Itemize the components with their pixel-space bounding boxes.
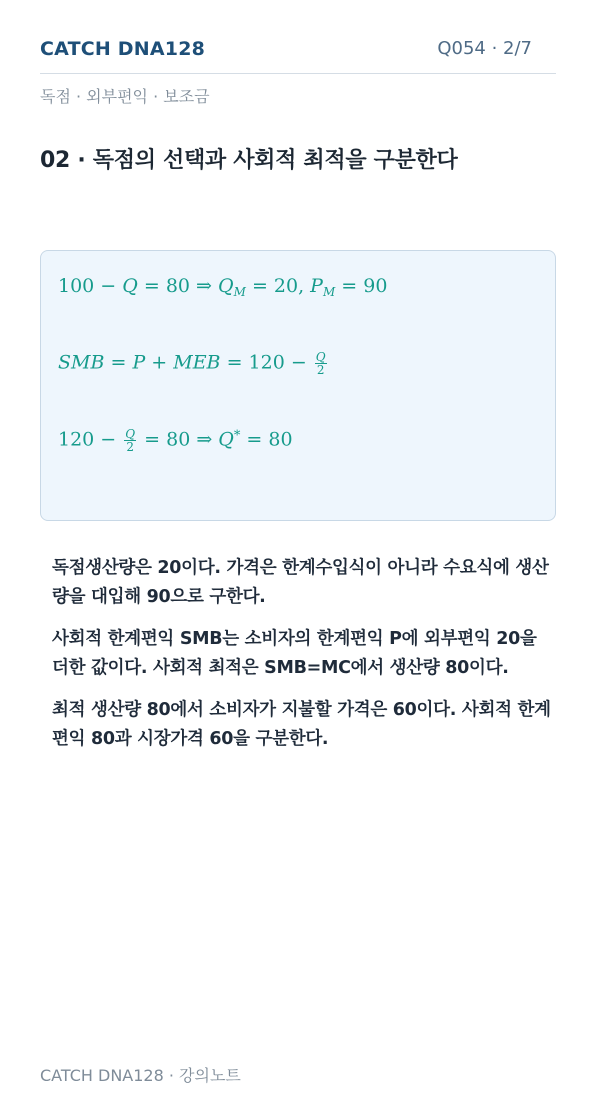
page-indicator: Q054 · 2/7	[437, 38, 532, 59]
equation-monopoly-output: 100 − Q = 80 ⇒ $Q_M = 20$, $P_M = 90$	[58, 275, 388, 299]
fraction: $\frac{Q}{2}$	[315, 350, 326, 377]
breadcrumb: 독점 · 외부편익 · 보조금	[40, 87, 210, 106]
footer: CATCH DNA128 · 강의노트	[40, 1066, 241, 1085]
explanation-paragraph: 독점생산량은 20이다. 가격은 한계수입식이 아니라 수요식에 생산량을 대입해 90으로 구한다.	[52, 558, 549, 607]
header	[40, 36, 556, 74]
equation-box	[40, 250, 556, 521]
brand-title: CATCH DNA128	[40, 38, 206, 60]
explanation-paragraph: 최적 생산량 80에서 소비자가 지불할 가격은 60이다. 사회적 한계편익 80과 시장가격 60을 구분한다.	[52, 700, 551, 749]
equation-smb: SMB = P + MEB = 120 − $\frac{Q}{2}$	[58, 350, 326, 377]
equation-social-optimum: 120 − $\frac{Q}{2}$ = 80 ⇒ Q* = 80	[58, 427, 293, 454]
fraction: $\frac{Q}{2}$	[125, 427, 136, 454]
page-title: 02 · 독점의 선택과 사회적 최적을 구분한다	[40, 148, 458, 173]
explanation-paragraph: 사회적 한계편익 SMB는 소비자의 한계편익 P에 외부편익 20을 더한 값이다. 사회적 최적은 SMB=MC에서 생산량 80이다.	[52, 629, 537, 678]
